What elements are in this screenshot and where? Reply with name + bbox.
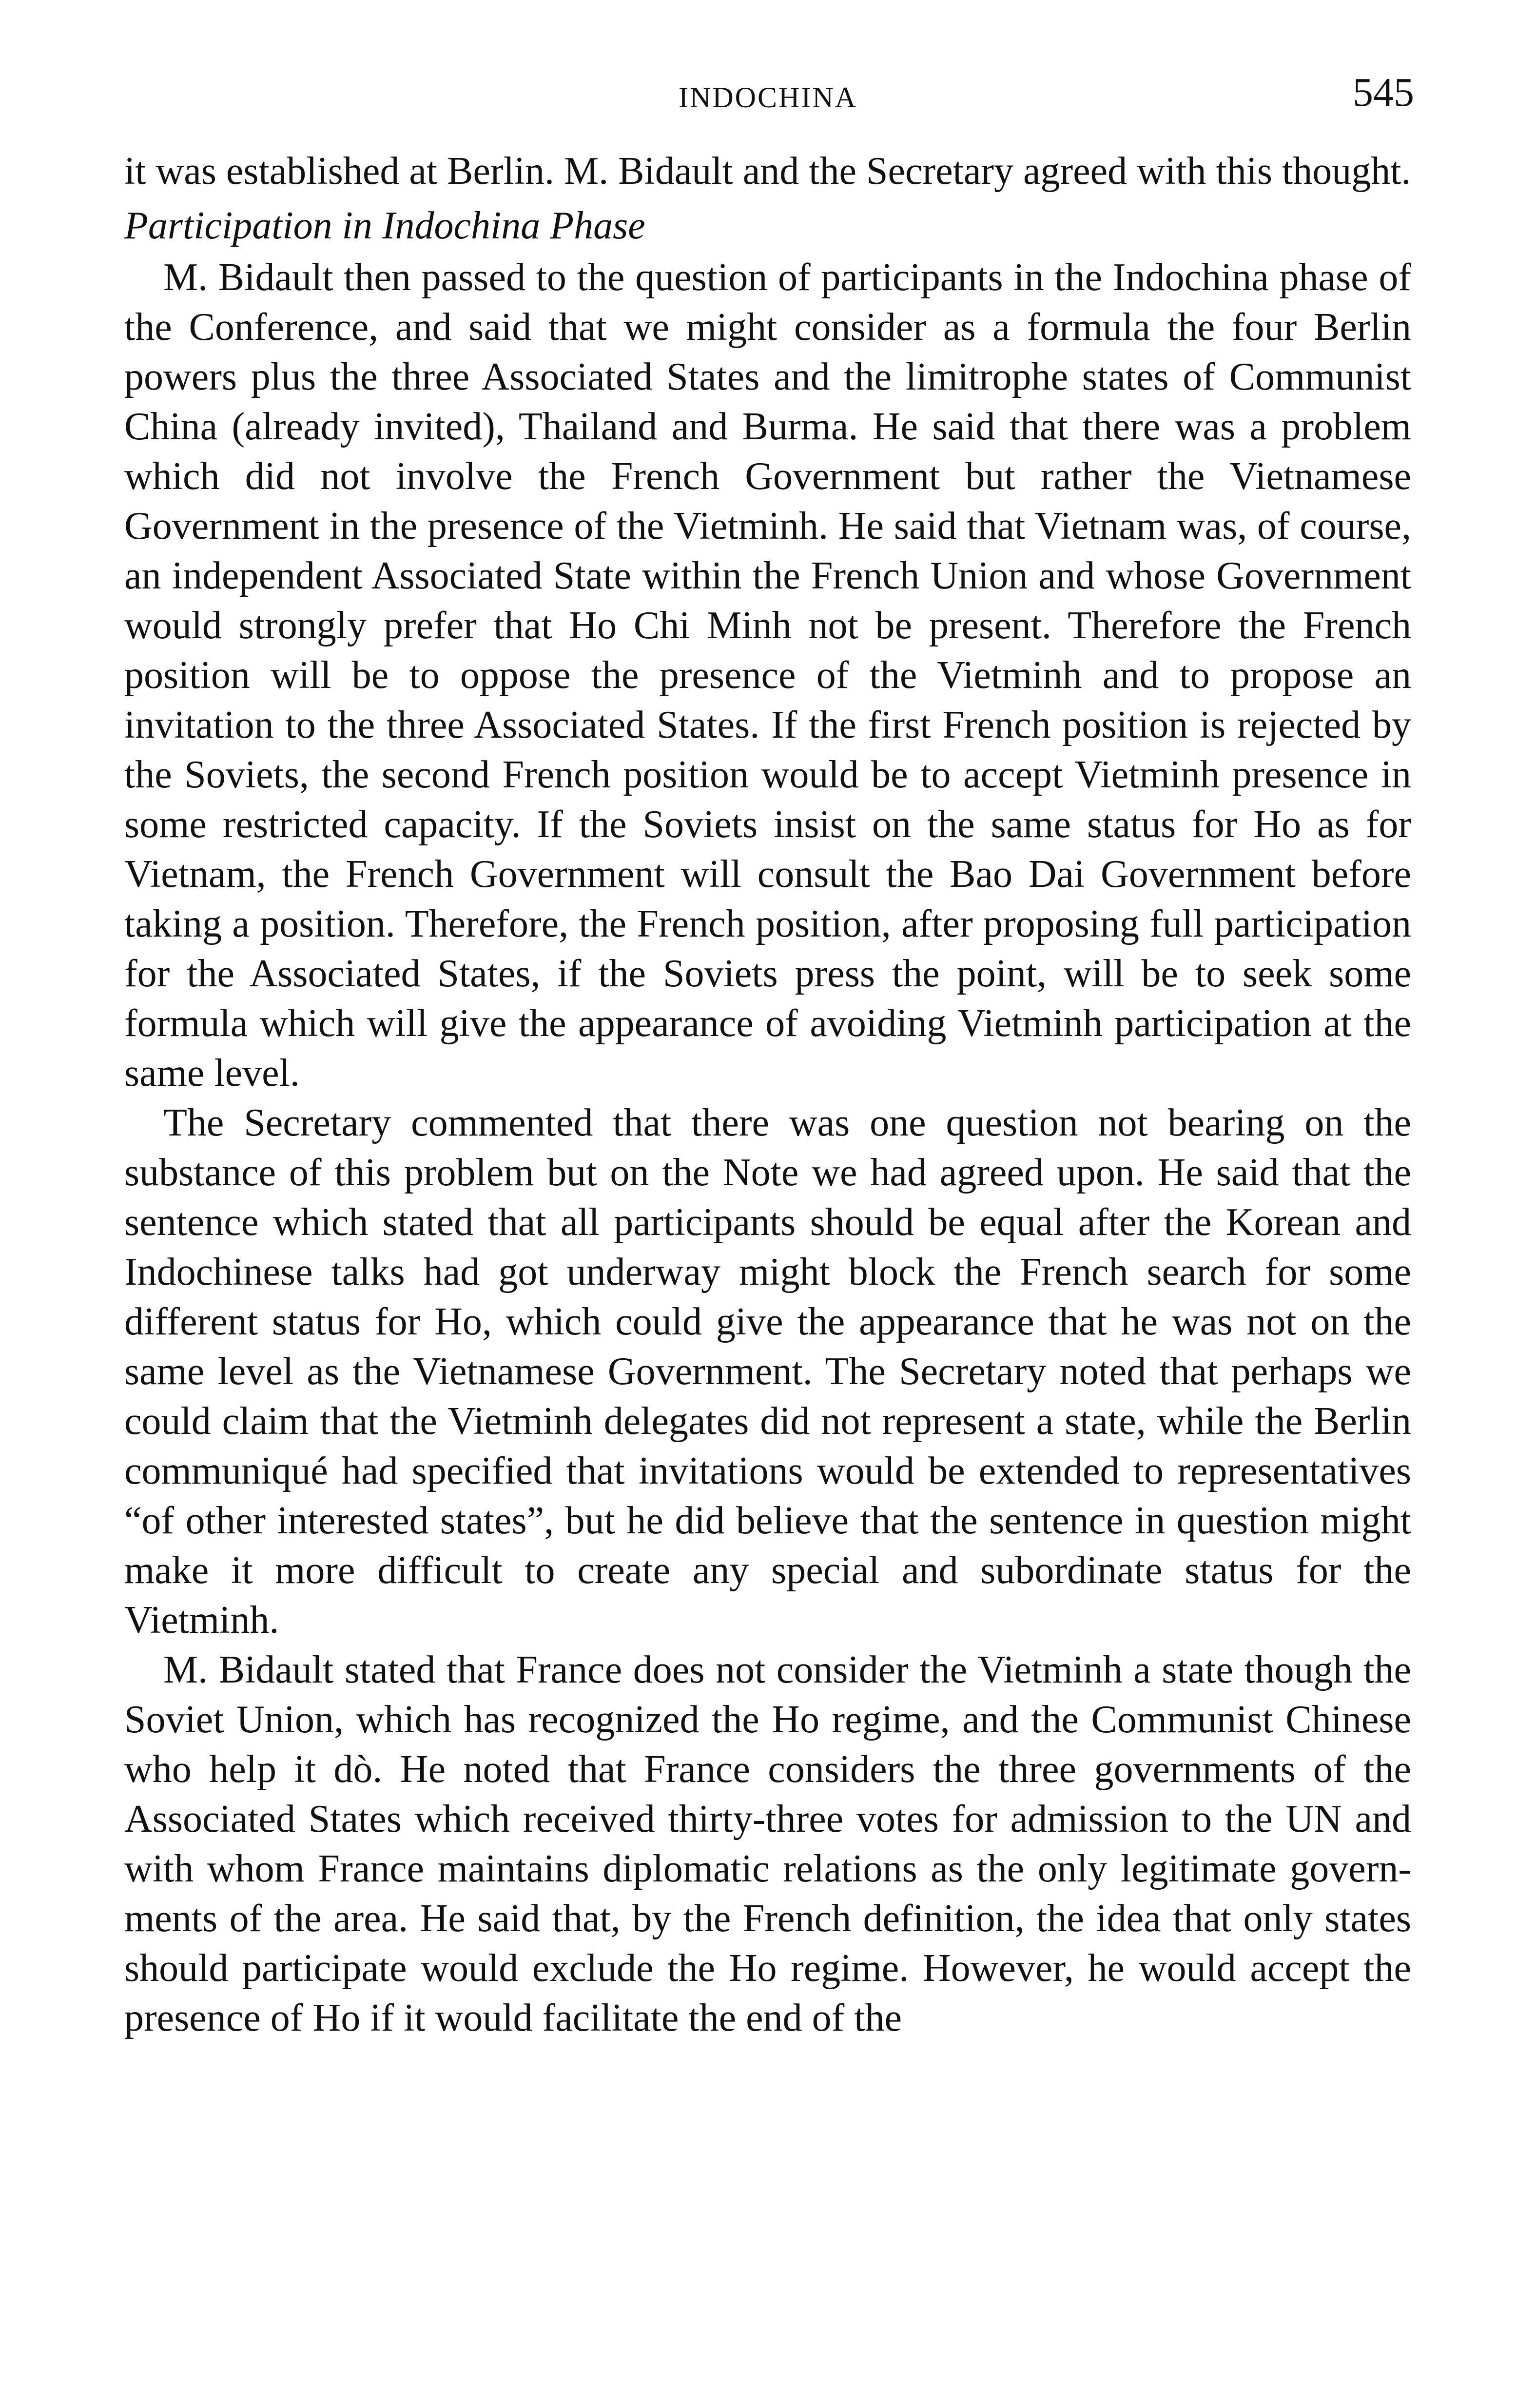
body-text: [124, 146, 1411, 2043]
running-title: INDOCHINA: [679, 81, 857, 114]
section-heading: Participation in Indochina Phase: [124, 204, 645, 247]
paragraph-participants: M. Bidault then passed to the question of participants in the Indochina phase of the Conference, and said that we might consider as a formula the four Berlin powers plus the three Associated States and the limitrophe states of Communist China (already invited), Thailand and Burma. He said that there was a problem which did not involve the French Government but rather the Vietnamese Government in the presence of the Vietminh. He said that Vietnam was, of course, an independent Associated State within the French Union and whose Government would strongly prefer that Ho Chi Minh not be present. Therefore the French position will be to oppose the presence of the Vietminh and to propose an invitation to the three Associated States. If the first French position is rejected by the Soviets, the second French position would be to accept Vietminh presence in some restricted capacity. If the Soviets insist on the same status for Ho as for Vietnam, the French Government will consult the Bao Dai Government before taking a position. Therefore, the French position, after proposing full participation for the Associated States, if the Soviets press the point, will be to seek some formula which will give the appearance of avoiding Vietminh participation at the same level.: [124, 256, 1411, 1095]
running-head: [0, 63, 1536, 122]
paragraph-bidault-statement: M. Bidault stated that France does not consider the Vietminh a state though the Soviet Union, which has recognized the Ho regime, and the Communist Chinese who help it dò. He noted that France considers the three governments of the Associated States which received thirty-three votes for admission to the UN and with whom France maintains diplomatic relations as the only legitimate governments of the area. He said that, by the French definition, the idea that only states should participate would exclude the Ho regime. However, he would accept the presence of Ho if it would facilitate the end of the: [124, 1648, 1411, 2039]
paragraph-continuation: it was established at Berlin. M. Bidault and the Secretary agreed with this thought.: [124, 150, 1411, 193]
page-number: 545: [1353, 70, 1414, 115]
paragraph-secretary-comment: The Secretary commented that there was one question not bearing on the substance of this problem but on the Note we had agreed upon. He said that the sentence which stated that all participants should be equal after the Korean and Indochinese talks had got underway might block the French search for some different status for Ho, which could give the appearance that he was not on the same level as the Vietnamese Government. The Secretary noted that perhaps we could claim that the Vietminh delegates did not represent a state, while the Berlin communiqué had specified that invitations would be extended to representatives “of other interested states”, but he did believe that the sentence in question might make it more difficult to create any special and subordinate status for the Vietminh.: [124, 1101, 1411, 1642]
